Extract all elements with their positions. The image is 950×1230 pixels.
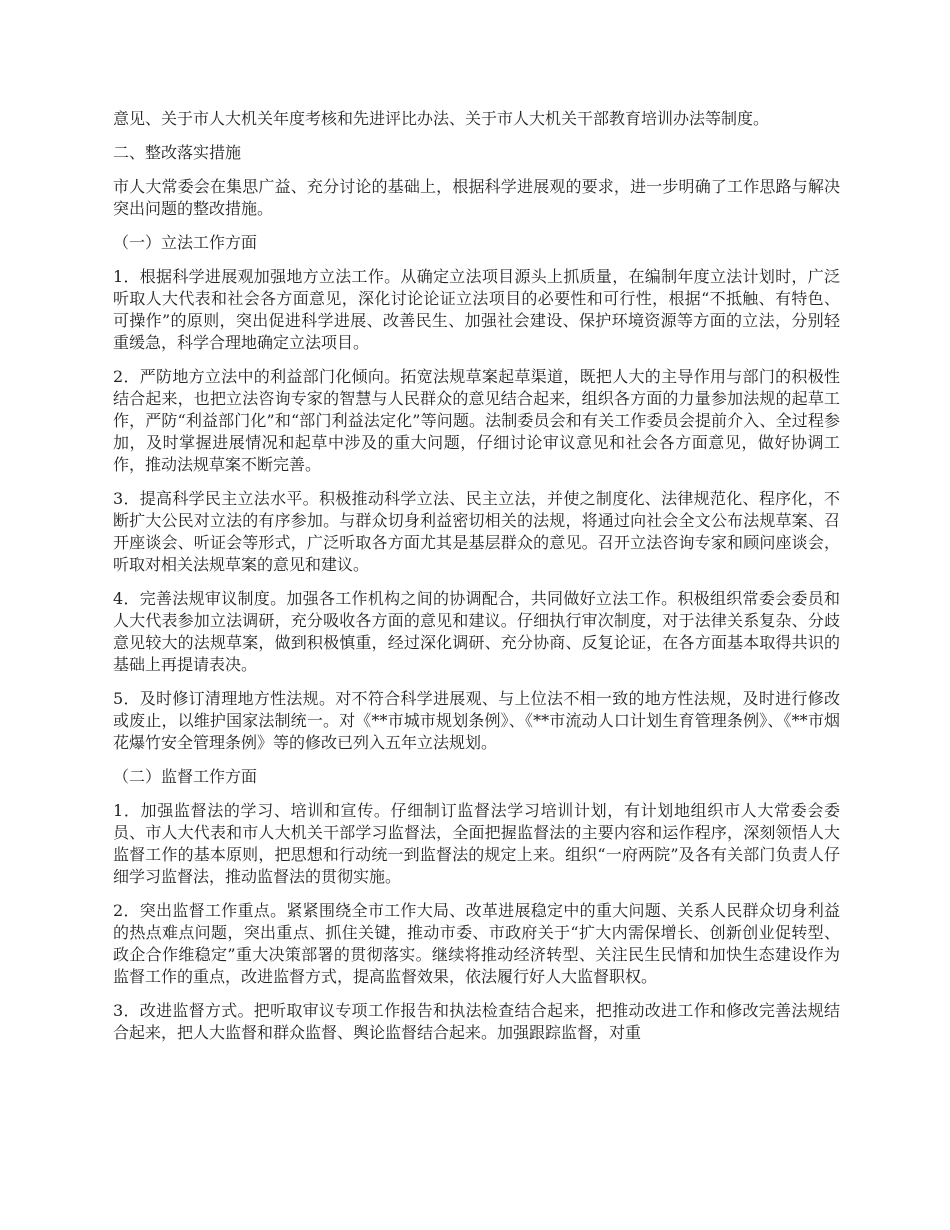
paragraph-legislation-1: 1．根据科学进展观加强地方立法工作。从确定立法项目源头上抓质量，在编制年度立法计划时，广泛听取人大代表和社会各方面意见，深化讨论论证立法项目的必要性和可行性，根据“不抵触、有特色、可操作”的原则，突出促进科学进展、改善民生、加强社会建设、保护环境资源等方面的立法，分别轻重缓急，科学合理地确定立法项目。 <box>113 267 840 352</box>
paragraph-intro: 市人大常委会在集思广益、充分讨论的基础上，根据科学进展观的要求，进一步明确了工作思路与解决突出问题的整改措施。 <box>113 177 840 218</box>
subsection-heading-supervision: （二）监督工作方面 <box>113 767 258 786</box>
paragraph-legislation-3: 3．提高科学民主立法水平。积极推动科学立法、民主立法，并使之制度化、法律规范化、程序化，不断扩大公民对立法的有序参加。与群众切身利益密切相关的法规，将通过向社会全文公布法规草案、召开座谈会、听证会等形式，广泛听取各方面尤其是基层群众的意见。召开立法咨询专家和顾问座谈会，听取对相关法规草案的意见和建议。 <box>113 489 840 574</box>
paragraph-legislation-5: 5．及时修订清理地方性法规。对不符合科学进展观、与上位法不相一致的地方性法规，及时进行修改或废止，以维护国家法制统一。对《**市城市规划条例》、《**市流动人口计划生育管理条例》、《**市烟花爆竹安全管理条例》等的修改已列入五年立法规划。 <box>113 689 840 752</box>
section-heading-rectification: 二、整改落实措施 <box>113 143 242 162</box>
paragraph-supervision-2: 2．突出监督工作重点。紧紧围绕全市工作大局、改革进展稳定中的重大问题、关系人民群众切身利益的热点难点问题，突出重点、抓住关键，推动市委、市政府关于“扩大内需保增长、创新创业促转型、政企合作维稳定”重大决策部署的贯彻落实。继续将推动经济转型、关注民生民情和加快生态建设作为监督工作的重点，改进监督方式，提高监督效果，依法履行好人大监督职权。 <box>113 901 840 986</box>
paragraph-supervision-1: 1．加强监督法的学习、培训和宣传。仔细制订监督法学习培训计划，有计划地组织市人大常委会委员、市人大代表和市人大机关干部学习监督法，全面把握监督法的主要内容和运作程序，深刻领悟人大监督工作的基本原则，把思想和行动统一到监督法的规定上来。组织“一府两院”及各有关部门负责人仔细学习监督法，推动监督法的贯彻实施。 <box>113 801 840 886</box>
document-page <box>113 108 840 1056</box>
paragraph-legislation-4: 4．完善法规审议制度。加强各工作机构之间的协调配合，共同做好立法工作。积极组织常委会委员和人大代表参加立法调研，充分吸收各方面的意见和建议。仔细执行审次制度，对于法律关系复杂、分歧意见较大的法规草案，做到积极慎重，经过深化调研、充分协商、反复论证，在各方面基本取得共识的基础上再提请表决。 <box>113 589 840 674</box>
paragraph-legislation-2: 2．严防地方立法中的利益部门化倾向。拓宽法规草案起草渠道，既把人大的主导作用与部门的积极性结合起来，也把立法咨询专家的智慧与人民群众的意见结合起来，组织各方面的力量参加法规的起草工作，严防“利益部门化”和“部门利益法定化”等问题。法制委员会和有关工作委员会提前介入、全过程参加，及时掌握进展情况和起草中涉及的重大问题，仔细讨论审议意见和社会各方面意见，做好协调工作，推动法规草案不断完善。 <box>113 367 840 474</box>
paragraph-continuation: 意见、关于市人大机关年度考核和先进评比办法、关于市人大机关干部教育培训办法等制度。 <box>113 109 770 128</box>
subsection-heading-legislation: （一）立法工作方面 <box>113 233 258 252</box>
paragraph-supervision-3: 3．改进监督方式。把听取审议专项工作报告和执法检查结合起来，把推动改进工作和修改完善法规结合起来，把人大监督和群众监督、舆论监督结合起来。加强跟踪监督，对重 <box>113 1001 840 1042</box>
